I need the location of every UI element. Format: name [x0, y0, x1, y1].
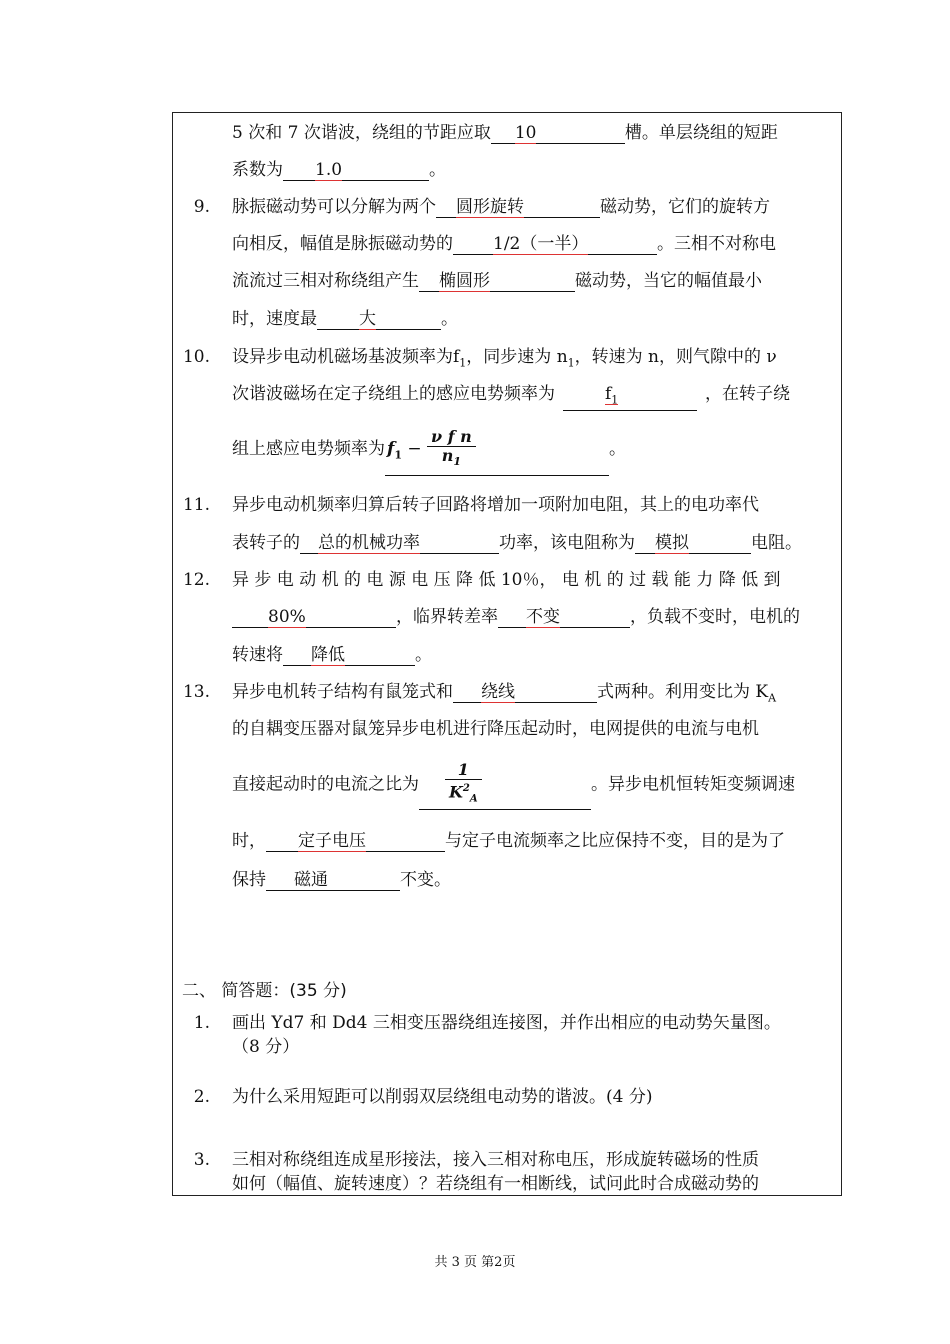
answer-blank: 10: [491, 123, 625, 144]
answer-blank: 1.0: [283, 160, 429, 181]
answer-blank: 绕线: [453, 682, 597, 703]
q9-line4: 时，速度最 大 。: [232, 309, 458, 329]
s3-line1: 三相对称绕组连成星形接法，接入三相对称电压，形成旋转磁场的性质: [232, 1150, 759, 1170]
q13-line1: 异步电机转子结构有鼠笼式和 绕线 式两种。利用变比为 $K_A$: [232, 682, 777, 705]
q12-number: 12.: [182, 570, 210, 590]
page-footer: 共 3 页 第2页: [434, 1255, 516, 1270]
answer-blank: $f_1$: [563, 384, 697, 411]
answer-blank: 模拟: [635, 533, 751, 554]
q13-number: 13.: [182, 682, 210, 702]
answer-formula: $f_1$ − $\frac{\text{ν f n}}{n_1}$: [385, 428, 609, 476]
answer-blank: 磁通: [266, 870, 400, 891]
answer-blank: 降低: [283, 645, 415, 666]
q10-number: 10.: [182, 347, 210, 367]
answer-blank: 总的机械功率: [300, 533, 499, 554]
answer-blank: 圆形旋转: [436, 197, 600, 218]
fraction: $\frac{\text{ν f n}}{n_1}$: [427, 428, 476, 471]
q8-line1: 5 次和 7 次谐波，绕组的节距应取 10 槽。单层绕组的短距: [232, 123, 778, 143]
s2-number: 2.: [193, 1087, 210, 1107]
q13-line4: 时， 定子电压 与定子电流频率之比应保持不变，目的是为了: [232, 831, 785, 851]
q12-line2: 80% ，临界转差率 不变 ，负载不变时，电机的: [232, 607, 800, 628]
s3-line2: 如何（幅值、旋转速度）？若绕组有一相断线，试问此时合成磁动势的: [232, 1174, 759, 1194]
s3-number: 3.: [193, 1150, 210, 1170]
s2-line1: 为什么采用短距可以削弱双层绕组电动势的谐波。(4 分): [232, 1087, 653, 1107]
q9-line1: 脉振磁动势可以分解为两个 圆形旋转 磁动势，它们的旋转方: [232, 197, 770, 217]
q9-number: 9.: [193, 197, 210, 217]
s1-line1: 画出 Yd7 和 Dd4 三相变压器绕组连接图，并作出相应的电动势矢量图。: [232, 1013, 781, 1033]
s1-number: 1.: [193, 1013, 210, 1033]
answer-blank: 1/2（一半）: [453, 234, 657, 255]
answer-blank: 80%: [232, 607, 396, 628]
q9-line3: 流流过三相对称绕组产生 椭圆形 磁动势，当它的幅值最小: [232, 271, 762, 291]
q13-line5: 保持 磁通 不变。: [232, 870, 451, 890]
answer-blank: 不变: [498, 607, 630, 628]
fraction: $\frac{1}{K^2_A}$: [445, 761, 482, 809]
q11-number: 11.: [182, 495, 210, 515]
section-title: 二、 简答题：(35 分): [182, 981, 347, 1001]
answer-blank: 定子电压: [266, 831, 445, 852]
q11-line2: 表转子的 总的机械功率 功率，该电阻称为 模拟 电阻。: [232, 533, 802, 553]
q10-line3: 组上感应电势频率为 $f_1$ − $\frac{\text{ν f n}}{n_1}$ 。: [232, 428, 626, 476]
answer-blank: 大: [317, 309, 441, 330]
q13-line3: 直接起动时的电流之比为 $\frac{1}{K^2_A}$ 。异步电机恒转矩变频调速: [232, 761, 795, 810]
q11-line1: 异步电动机频率归算后转子回路将增加一项附加电阻，其上的电功率代: [232, 495, 759, 515]
q8-line2: 系数为 1.0 。: [232, 160, 446, 180]
q12-line1: 异 步 电 动 机 的 电 源 电 压 降 低 10％， 电 机 的 过 载 能 力 降 低 到: [232, 570, 781, 590]
q13-line2: 的自耦变压器对鼠笼异步电机进行降压起动时，电网提供的电流与电机: [232, 719, 759, 739]
s1-line2: （8 分）: [232, 1037, 300, 1057]
answer-blank: 椭圆形: [419, 271, 575, 292]
q9-line2: 向相反，幅值是脉振磁动势的 1/2（一半） 。三相不对称电: [232, 234, 776, 254]
q10-line1: 设异步电动机磁场基波频率为$f_1$，同步速为 $n_1$，转速为 n，则气隙中的 ν: [232, 347, 777, 370]
answer-formula: [419, 761, 591, 810]
q10-line2: 次谐波磁场在定子绕组上的感应电势频率为 $f_1$ ，在转子绕: [232, 384, 790, 411]
q12-line3: 转速将 降低 。: [232, 645, 432, 665]
